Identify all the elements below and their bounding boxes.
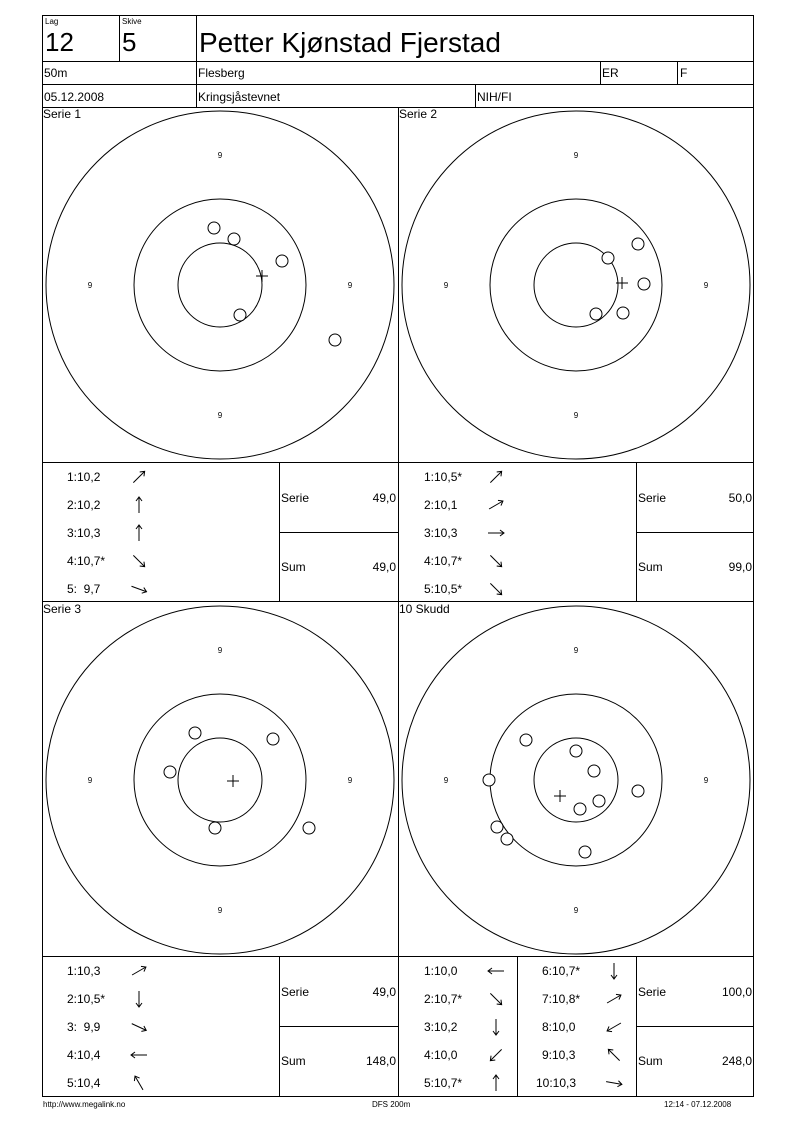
target-ring bbox=[134, 199, 306, 371]
shot-hole bbox=[520, 734, 532, 746]
shot-hole bbox=[638, 278, 650, 290]
shot-score: 2:10,2 bbox=[67, 498, 101, 512]
shot-score: 6:10,7* bbox=[542, 964, 581, 978]
ring-number: 9 bbox=[573, 646, 579, 655]
shot-hole bbox=[574, 803, 586, 815]
ring-number: 9 bbox=[217, 906, 223, 915]
shot-hole bbox=[234, 309, 246, 321]
direction-arrow-icon bbox=[129, 467, 149, 487]
direction-arrow-icon bbox=[129, 523, 149, 543]
target-ring bbox=[490, 694, 662, 866]
direction-arrow-icon bbox=[129, 551, 149, 571]
ring-number: 9 bbox=[87, 281, 93, 290]
shot-hole bbox=[228, 233, 240, 245]
club: Flesberg bbox=[198, 66, 245, 80]
shot-score: 1:10,0 bbox=[424, 964, 458, 978]
target-ring bbox=[46, 606, 394, 954]
sum-label-1: Sum bbox=[281, 560, 306, 574]
serie-value-4: 100,0 bbox=[721, 985, 752, 999]
shot-hole bbox=[588, 765, 600, 777]
serie-value-1: 49,0 bbox=[372, 491, 396, 505]
direction-arrow-icon bbox=[486, 551, 506, 571]
sum-label-4: Sum bbox=[638, 1054, 663, 1068]
ring-number: 9 bbox=[217, 151, 223, 160]
shot-hole bbox=[602, 252, 614, 264]
shot-score: 5:10,7* bbox=[424, 1076, 463, 1090]
direction-arrow-icon bbox=[486, 579, 506, 599]
shot-score: 3:10,2 bbox=[424, 1020, 458, 1034]
direction-arrow-icon bbox=[129, 961, 149, 981]
shot-score: 3: 9,9 bbox=[67, 1020, 101, 1034]
lag-value: 12 bbox=[45, 27, 74, 57]
shot-score: 2:10,1 bbox=[424, 498, 458, 512]
ring-number: 9 bbox=[573, 411, 579, 420]
direction-arrow-icon bbox=[129, 1045, 149, 1065]
lag-label: Lag bbox=[45, 17, 59, 26]
direction-arrow-icon bbox=[604, 989, 624, 1009]
ring-number: 9 bbox=[347, 281, 353, 290]
target-ring bbox=[402, 111, 750, 459]
target-ring bbox=[134, 694, 306, 866]
shot-score: 4:10,7* bbox=[424, 554, 463, 568]
date: 05.12.2008 bbox=[44, 90, 105, 104]
target-ring bbox=[402, 606, 750, 954]
shot-score: 7:10,8* bbox=[542, 992, 581, 1006]
shot-hole bbox=[329, 334, 341, 346]
shot-score: 5: 9,7 bbox=[67, 582, 101, 596]
direction-arrow-icon bbox=[129, 495, 149, 515]
shot-hole bbox=[208, 222, 220, 234]
distance: 50m bbox=[44, 66, 68, 80]
direction-arrow-icon bbox=[486, 495, 506, 515]
shot-hole bbox=[579, 846, 591, 858]
org: NIH/FI bbox=[477, 90, 512, 104]
shot-score: 2:10,7* bbox=[424, 992, 463, 1006]
shot-score: 4:10,7* bbox=[67, 554, 106, 568]
shot-score: 1:10,3 bbox=[67, 964, 101, 978]
serie-label-1: Serie bbox=[281, 491, 310, 505]
ring-number: 9 bbox=[573, 151, 579, 160]
serie-value-3: 49,0 bbox=[372, 985, 396, 999]
shot-score: 4:10,4 bbox=[67, 1048, 101, 1062]
shot-hole bbox=[267, 733, 279, 745]
shot-hole bbox=[491, 821, 503, 833]
shot-hole bbox=[164, 766, 176, 778]
shot-hole bbox=[501, 833, 513, 845]
shot-hole bbox=[570, 745, 582, 757]
target-ring bbox=[46, 111, 394, 459]
sum-value-2: 99,0 bbox=[728, 560, 752, 574]
shot-score: 3:10,3 bbox=[424, 526, 458, 540]
shot-score: 8:10,0 bbox=[542, 1020, 576, 1034]
ring-number: 9 bbox=[347, 776, 353, 785]
shot-hole bbox=[593, 795, 605, 807]
ring-number: 9 bbox=[443, 281, 449, 290]
class-a: ER bbox=[602, 66, 619, 80]
ring-number: 9 bbox=[573, 906, 579, 915]
shot-score: 5:10,5* bbox=[424, 582, 463, 596]
skive-label: Skive bbox=[122, 17, 142, 26]
shot-hole bbox=[483, 774, 495, 786]
sum-value-4: 248,0 bbox=[721, 1054, 752, 1068]
shot-score: 4:10,0 bbox=[424, 1048, 458, 1062]
panel-title-serie-1: Serie 1 bbox=[43, 107, 82, 121]
sum-label-3: Sum bbox=[281, 1054, 306, 1068]
direction-arrow-icon bbox=[604, 1073, 624, 1093]
panel-title-serie-3: Serie 3 bbox=[43, 602, 82, 616]
serie-label-4: Serie bbox=[638, 985, 667, 999]
shot-score: 3:10,3 bbox=[67, 526, 101, 540]
direction-arrow-icon bbox=[604, 961, 624, 981]
serie-label-3: Serie bbox=[281, 985, 310, 999]
shot-hole bbox=[209, 822, 221, 834]
shot-score: 9:10,3 bbox=[542, 1048, 576, 1062]
ring-number: 9 bbox=[87, 776, 93, 785]
direction-arrow-icon bbox=[486, 467, 506, 487]
direction-arrow-icon bbox=[129, 1073, 149, 1093]
panel-title-10-skudd: 10 Skudd bbox=[399, 602, 450, 616]
serie-label-2: Serie bbox=[638, 491, 667, 505]
sum-value-1: 49,0 bbox=[372, 560, 396, 574]
shot-score: 1:10,5* bbox=[424, 470, 463, 484]
ring-number: 9 bbox=[703, 281, 709, 290]
shot-score: 2:10,5* bbox=[67, 992, 106, 1006]
footer-center: DFS 200m bbox=[372, 1100, 411, 1109]
shot-hole bbox=[276, 255, 288, 267]
ring-number: 9 bbox=[217, 411, 223, 420]
skive-value: 5 bbox=[122, 27, 137, 57]
target-ring bbox=[178, 243, 262, 327]
class-b: F bbox=[680, 66, 688, 80]
shot-score: 5:10,4 bbox=[67, 1076, 101, 1090]
target-ring bbox=[178, 738, 262, 822]
ring-number: 9 bbox=[217, 646, 223, 655]
direction-arrow-icon bbox=[129, 989, 149, 1009]
ring-number: 9 bbox=[443, 776, 449, 785]
shot-score: 1:10,2 bbox=[67, 470, 101, 484]
sum-value-3: 148,0 bbox=[365, 1054, 396, 1068]
panel-title-serie-2: Serie 2 bbox=[399, 107, 438, 121]
event-name: Kringsjåstevnet bbox=[198, 90, 281, 104]
shot-hole bbox=[303, 822, 315, 834]
shot-score: 10:10,3 bbox=[536, 1076, 577, 1090]
footer-left: http://www.megalink.no bbox=[43, 1100, 126, 1109]
shot-hole bbox=[617, 307, 629, 319]
shot-hole bbox=[590, 308, 602, 320]
shooter-name: Petter Kjønstad Fjerstad bbox=[199, 27, 501, 58]
serie-value-2: 50,0 bbox=[728, 491, 752, 505]
direction-arrow-icon bbox=[604, 1017, 624, 1037]
direction-arrow-icon bbox=[129, 579, 149, 599]
shot-hole bbox=[632, 785, 644, 797]
ring-number: 9 bbox=[703, 776, 709, 785]
shot-hole bbox=[632, 238, 644, 250]
target-ring bbox=[490, 199, 662, 371]
direction-arrow-icon bbox=[604, 1045, 624, 1065]
footer-right: 12:14 - 07.12.2008 bbox=[664, 1100, 732, 1109]
sum-label-2: Sum bbox=[638, 560, 663, 574]
shot-hole bbox=[189, 727, 201, 739]
direction-arrow-icon bbox=[486, 523, 506, 543]
direction-arrow-icon bbox=[129, 1017, 149, 1037]
